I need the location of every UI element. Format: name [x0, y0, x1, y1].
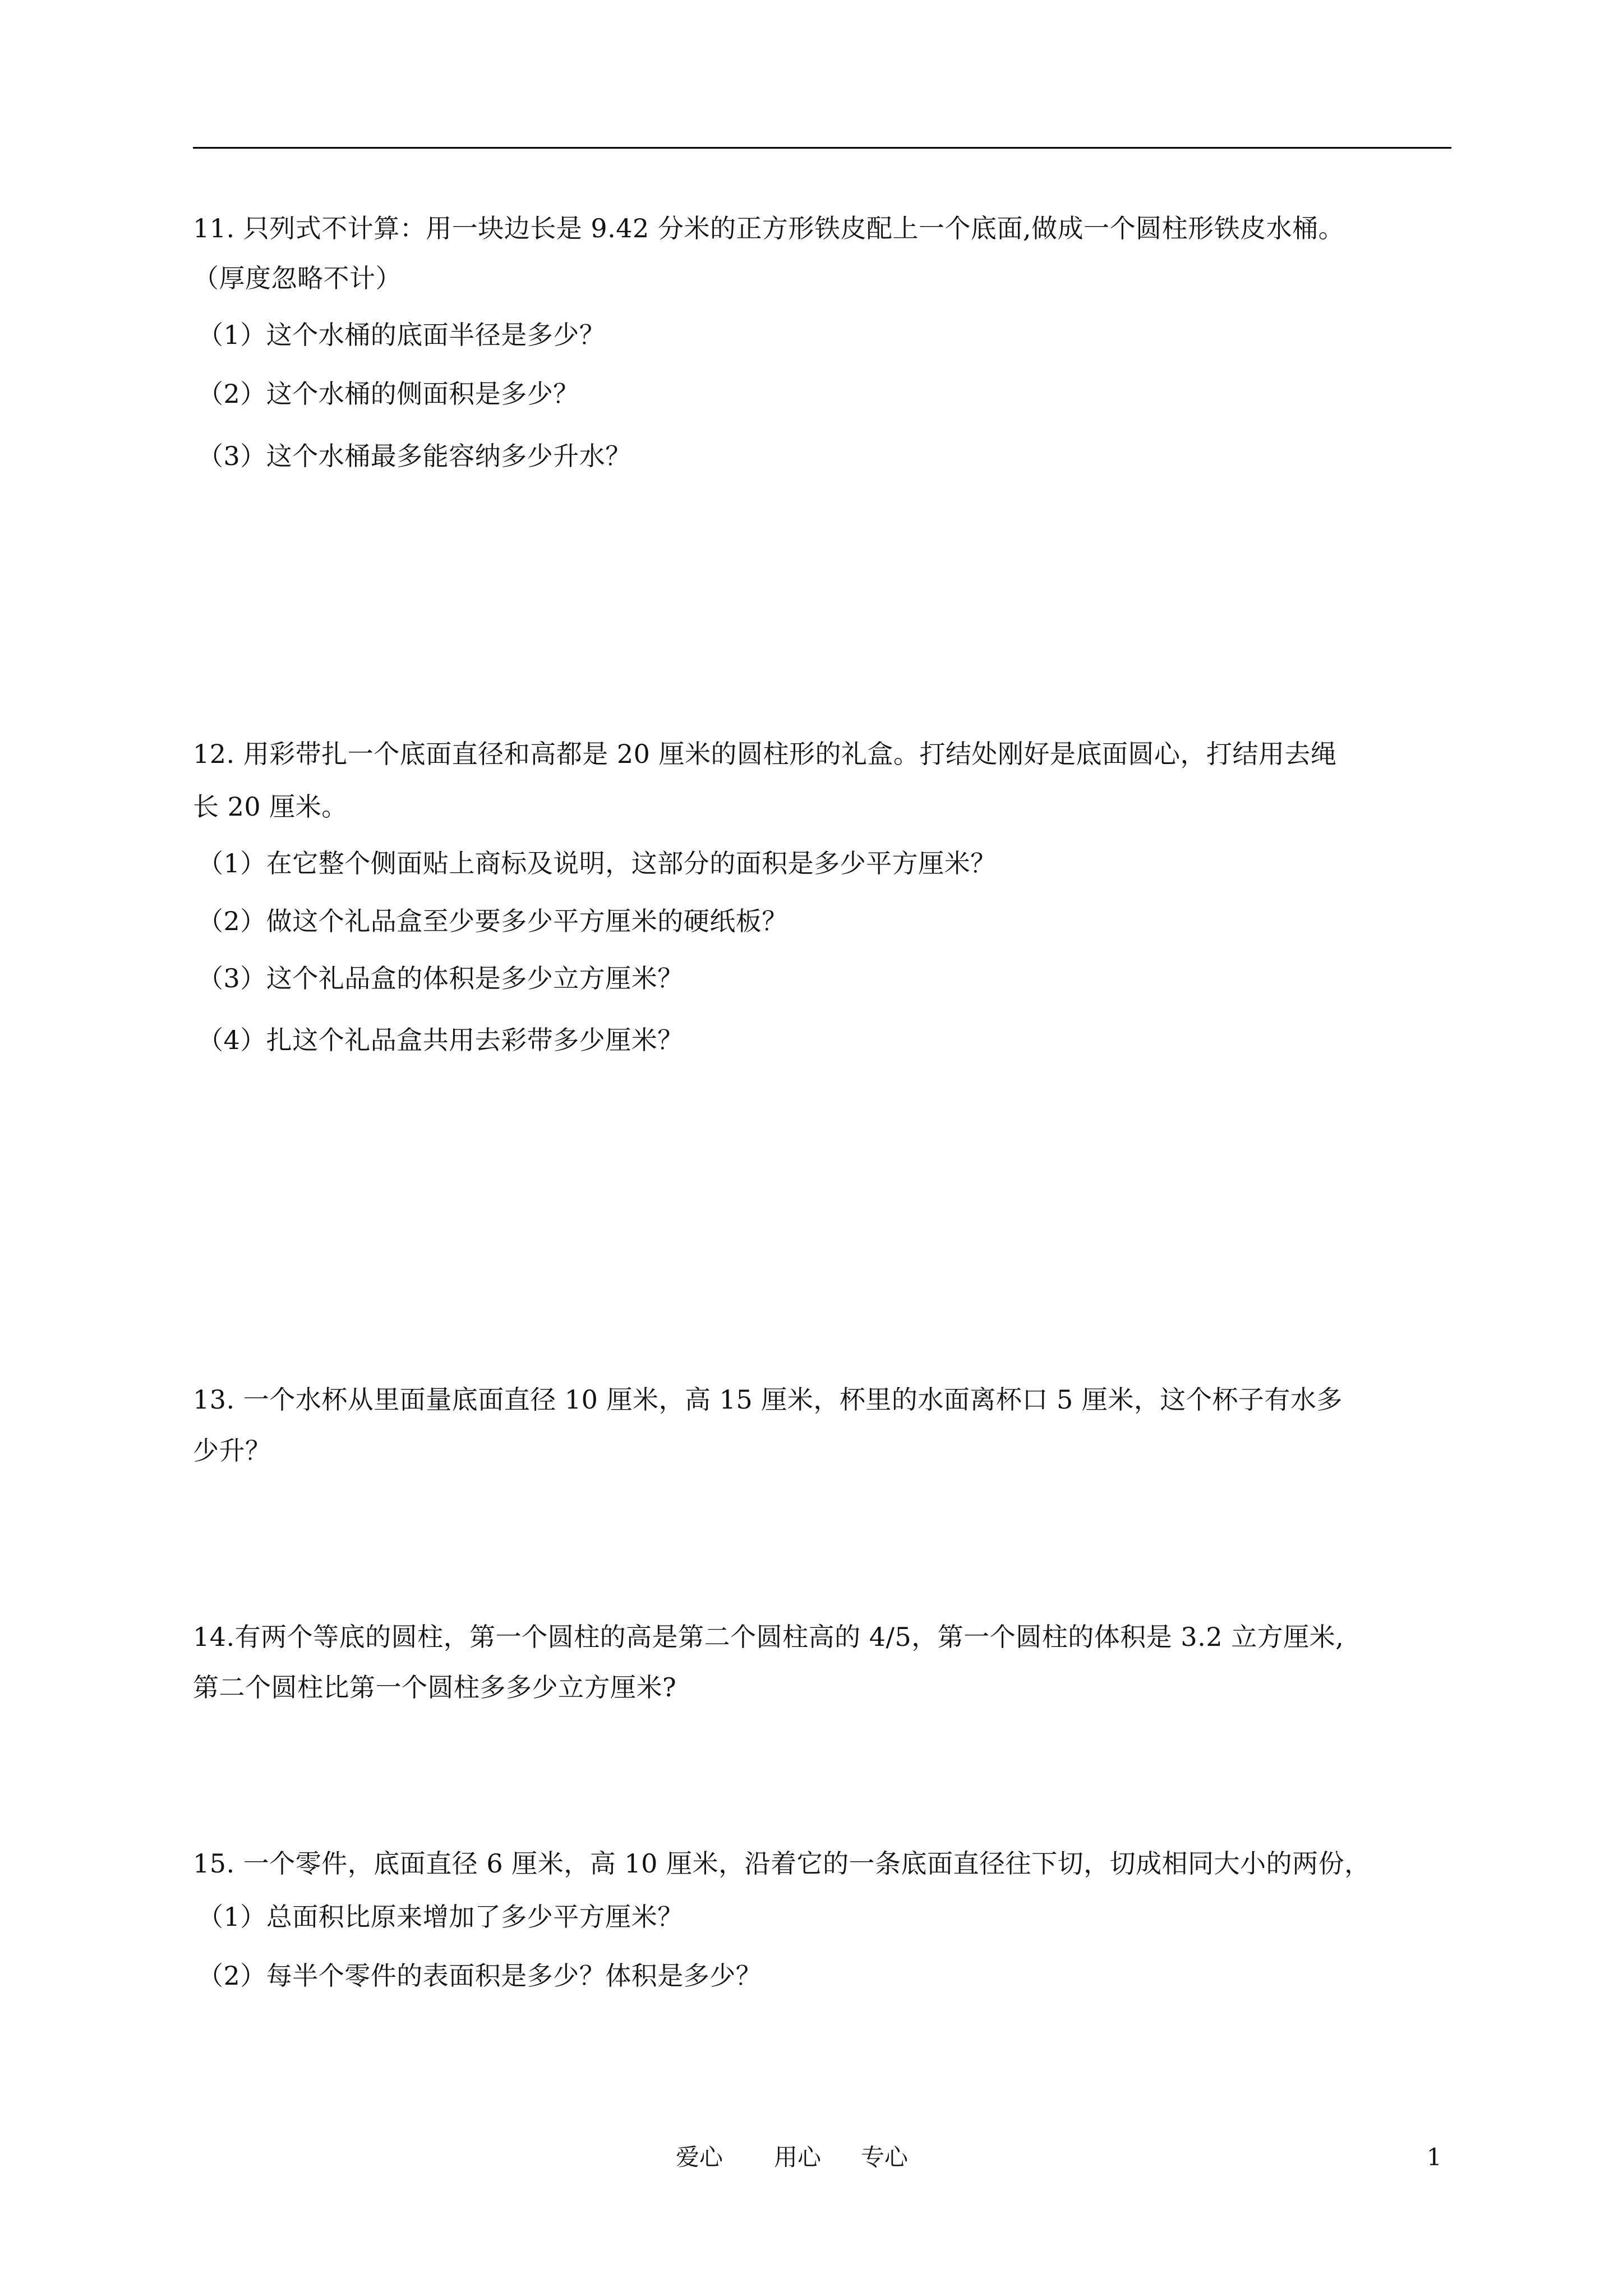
- q11-part-3: （3）这个水桶最多能容纳多少升水？: [197, 441, 631, 471]
- q12-line-2: 长 20 厘米。: [193, 792, 348, 822]
- q12-part-4: （4）扎这个礼品盒共用去彩带多少厘米？: [197, 1025, 684, 1055]
- q11-line-1: 11. 只列式不计算：用一块边长是 9.42 分米的正方形铁皮配上一个底面,做成一个圆柱形铁皮水桶。: [193, 213, 1345, 243]
- q15-line-1: 15. 一个零件，底面直径 6 厘米，高 10 厘米，沿着它的一条底面直径往下切，切成相同大小的两份，: [193, 1848, 1371, 1879]
- footer-motto-2: 用心: [774, 2143, 822, 2171]
- q14-line-2: 第二个圆柱比第一个圆柱多多少立方厘米?: [193, 1672, 677, 1703]
- footer-motto-3: 专心: [861, 2143, 909, 2171]
- header-rule: [193, 147, 1451, 149]
- q15-part-2: （2）每半个零件的表面积是多少？体积是多少？: [197, 1961, 762, 1991]
- q12-part-3: （3）这个礼品盒的体积是多少立方厘米？: [197, 963, 684, 993]
- q11-part-2: （2）这个水桶的侧面积是多少？: [197, 379, 579, 409]
- q12-part-1: （1）在它整个侧面贴上商标及说明，这部分的面积是多少平方厘米？: [197, 848, 997, 878]
- q12-line-1: 12. 用彩带扎一个底面直径和高都是 20 厘米的圆柱形的礼盒。打结处刚好是底面圆心，打结用去绳: [193, 739, 1337, 769]
- q14-line-1: 14.有两个等底的圆柱，第一个圆柱的高是第二个圆柱高的 4/5，第一个圆柱的体积是 3.2 立方厘米,: [193, 1622, 1344, 1652]
- page-number: 1: [1427, 2143, 1442, 2171]
- q13-line-2: 少升？: [193, 1435, 271, 1466]
- q15-part-1: （1）总面积比原来增加了多少平方厘米？: [197, 1902, 684, 1932]
- q13-line-1: 13. 一个水杯从里面量底面直径 10 厘米，高 15 厘米，杯里的水面离杯口 5 厘米，这个杯子有水多: [193, 1384, 1343, 1415]
- q11-line-2: （厚度忽略不计）: [193, 263, 402, 293]
- q11-part-1: （1）这个水桶的底面半径是多少？: [197, 320, 606, 350]
- footer-motto-1: 爱心: [676, 2143, 723, 2171]
- q12-part-2: （2）做这个礼品盒至少要多少平方厘米的硬纸板？: [197, 906, 788, 936]
